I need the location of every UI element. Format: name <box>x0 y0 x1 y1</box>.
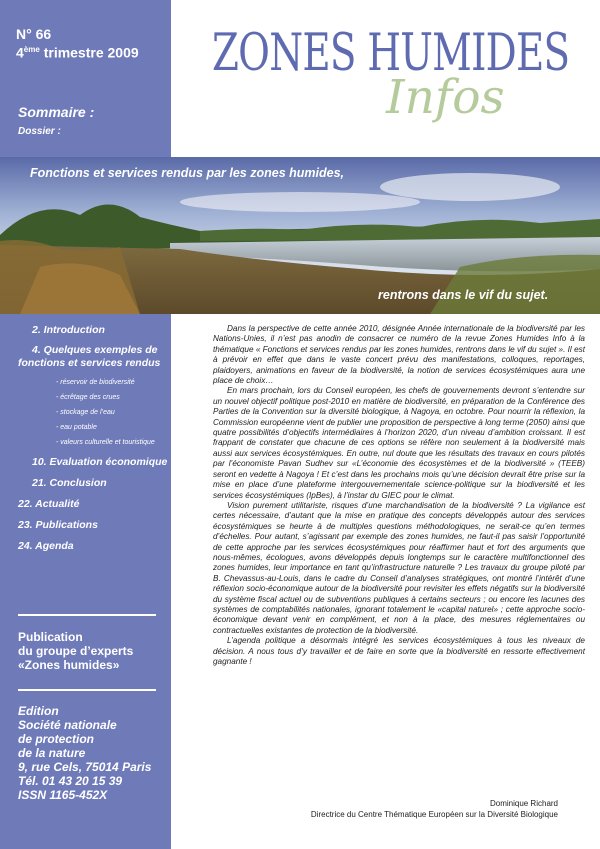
banner-headline-end: rentrons dans le vif du sujet. <box>378 288 549 302</box>
magazine-subtitle: Infos <box>386 70 505 125</box>
sommaire-heading: Sommaire : <box>18 104 95 120</box>
publication-line: du groupe d’experts <box>18 644 134 658</box>
divider <box>18 689 156 691</box>
signature-name: Dominique Richard <box>489 799 558 808</box>
toc-item-conclusion[interactable]: 21. Conclusion <box>32 477 107 489</box>
toc-item-introduction[interactable]: 2. Introduction <box>32 324 105 336</box>
toc-item-agenda[interactable]: 24. Agenda <box>18 540 74 552</box>
edition-line: Société nationale <box>18 718 117 732</box>
toc-item-exemples[interactable]: 4. Quelques exemples de <box>32 344 158 356</box>
toc-item-actualite[interactable]: 22. Actualité <box>18 498 80 510</box>
publication-block <box>18 630 133 672</box>
toc-subitem[interactable]: - écrêtage des crues <box>56 394 120 401</box>
toc-item-publications[interactable]: 23. Publications <box>18 519 98 531</box>
banner-headline: Fonctions et services rendus par les zones humides, <box>30 166 344 180</box>
dossier-label: Dossier : <box>18 126 61 137</box>
edition-line: de protection <box>18 732 95 746</box>
edition-phone: Tél. 01 43 20 15 39 <box>18 774 123 788</box>
toc-subitem[interactable]: - réservoir de biodiversité <box>56 379 135 386</box>
issue-number: N° 66 <box>16 26 52 42</box>
table-of-contents <box>0 324 171 553</box>
divider <box>18 614 156 616</box>
publication-line: Publication <box>18 630 83 644</box>
signature-role: Directrice du Centre Thématique Européen sur la Diversité Biologique <box>310 810 558 819</box>
toc-subitem[interactable]: - stockage de l’eau <box>56 409 115 416</box>
edition-issn: ISSN 1165-452X <box>18 788 108 802</box>
issue-quarter: 4ème trimestre 2009 <box>16 44 139 61</box>
sidebar <box>0 0 171 849</box>
editorial-paragraph: En mars prochain, lors du Conseil européen, les chefs de gouvernements devront s’entendre sur un nouvel objectif politique post-2010 en matière de biodiversité, en préparation de la Conférence des Parties de la Convention sur la diversité biologique, à Nagoya, en octobre. Pour nourrir la réflexion, la Commission européenne vient de publier une proposition de perspective à long terme (2050) ainsi que quatre possibilités d’objectifs intermédiaires à l’horizon 2020, d’un niveau d’ambition croissant. Il est frappant de constater que chacune de ces options se réfère non seulement à la biodiversité mais aussi aux services écosystémiques. En outre, nul doute que les résultats des travaux en cours pilotés par l’économiste Pavan Sudhev sur «L’économie des écosystèmes et de la biodiversité » (TEEB) seront en vedette à Nagoya ! Et c’est dans les prochains mois qu’une décision devrait être prise sur la mise en place d’une plateforme intergouvernementale science-politique sur la biodiversité et les services écosystémiques (IpBes), à l’instar du GIEC pour le climat. <box>213 386 585 500</box>
toc-subitem[interactable]: - eau potable <box>56 424 97 431</box>
publication-line: «Zones humides» <box>18 658 120 672</box>
edition-address: 9, rue Cels, 75014 Paris <box>18 760 152 774</box>
editorial-text <box>213 324 585 667</box>
edition-line: Edition <box>18 704 59 718</box>
editorial-paragraph: Vision purement utilitariste, risques d’une marchandisation de la biodiversité ? La vigilance est certes nécessaire, d’autant que la mise en pratique des concepts développés autour des services écosystémiques se heurte à de multiples questions méthodologiques, ne serait-ce qu’en termes d’échelles. Pour autant, s’agissant par exemple des zones humides, ne faut-il pas saisir l’opportunité de cette approche par les services écosystémiques pour réaffirmer haut et fort des arguments que nous-mêmes, écologues, avons développés depuis longtemps sur le caractère multifonctionnel des zones humides, leur importance en tant qu’infrastructure naturelle ? Les travaux du groupe piloté par B. Chevassus-au-Louis, dans le cadre du Conseil d’analyses stratégiques, ont montré l’intérêt d’une réflexion socio-économique autour de la biodiversité pour revisiter les effets négatifs sur la biodiversité du système fiscal actuel ou de subventions publiques à certains secteurs ; ou encore les lacunes des systèmes de comptabilités nationales, ignorant totalement le «capital naturel» ; cette approche socio-économique devant venir en complément, et non à la place, des mesures réglementaires ou contractuelles existantes de protection de la biodiversité. <box>213 500 585 635</box>
toc-item-evaluation[interactable]: 10. Evaluation économique <box>32 456 168 468</box>
magazine-title: ZONES HUMIDES <box>212 24 570 83</box>
toc-item-exemples-cont[interactable]: fonctions et services rendus <box>18 357 161 369</box>
signature <box>311 798 558 820</box>
edition-block <box>18 704 151 802</box>
editorial-paragraph: Dans la perspective de cette année 2010, désignée Année internationale de la biodiversité par les Nations-Unies, il n’est pas anodin de consacrer ce numéro de la revue Zones Humides Info à la thématique « Fonctions et services rendus par les zones humides, rentrons dans le vif du sujet ». Il est à prévoir en effet que dans le vaste concert prévu des manifestations, colloques, reportages, plaidoyers, animations en faveur de la biodiversité, la notion de services écosystémiques aura une place de choix… <box>213 324 585 386</box>
issue-info <box>16 26 139 61</box>
toc-subitem[interactable]: - valeurs culturelle et touristique <box>56 439 155 446</box>
edition-line: de la nature <box>18 746 86 760</box>
editorial-paragraph: L’agenda politique a désormais intégré les services écosystémiques à tous les niveaux de décision. A nous tous d’y travailler et de faire en sorte que la biodiversité en ressorte effectivement gagnante ! <box>213 636 585 666</box>
